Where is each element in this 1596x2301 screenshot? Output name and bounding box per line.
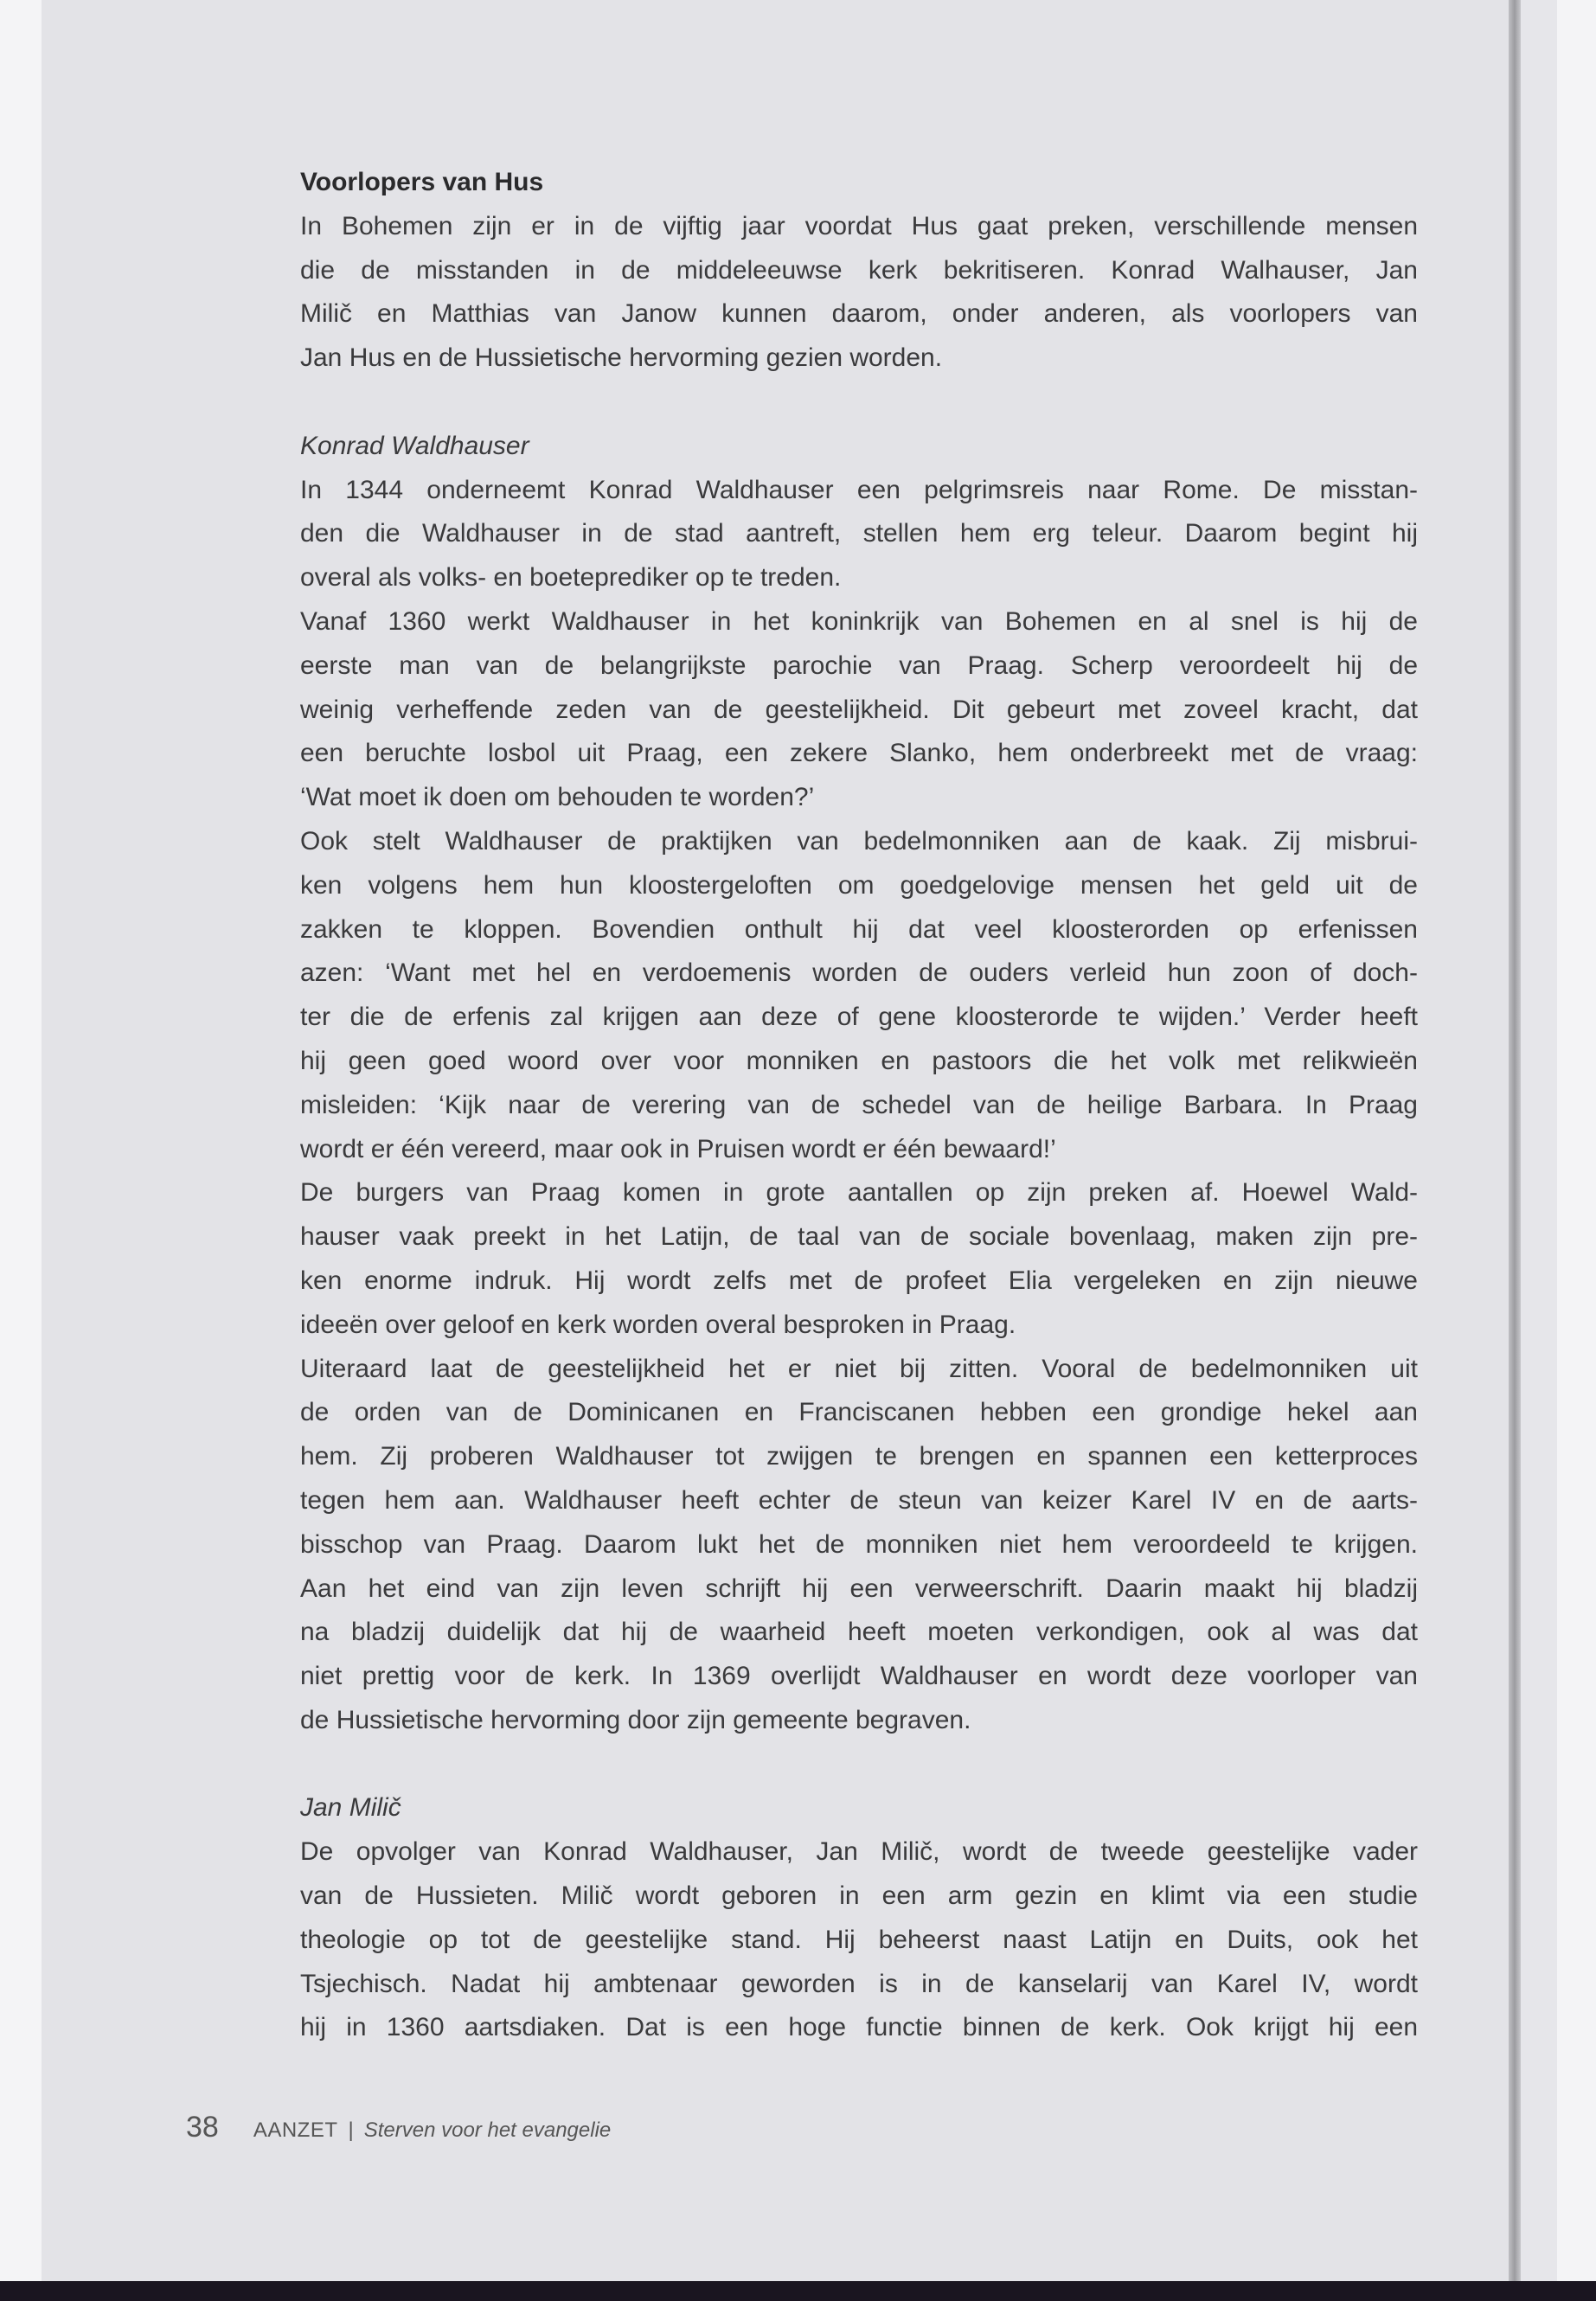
paragraph	[300, 820, 1418, 1171]
scanner-bed	[0, 2281, 1596, 2301]
text-line: In Bohemen zijn er in de vijftig jaar voordat Hus gaat preken, verschillende mensen	[300, 211, 1418, 240]
paragraph	[300, 600, 1418, 820]
paragraph	[300, 205, 1418, 381]
paragraph	[300, 1348, 1418, 1743]
paragraph	[300, 1830, 1418, 2050]
text-line: den die Waldhauser in de stad aantreft, stellen hem erg teleur. Daarom begint hij	[300, 519, 1418, 548]
text-line: hij in 1360 aartsdiaken. Dat is een hoge functie binnen de kerk. Ook krijgt hij een	[300, 2013, 1418, 2042]
page-number: 38	[186, 2111, 219, 2144]
series-name: AANZET	[253, 2118, 338, 2142]
text-line: Ook stelt Waldhauser de praktijken van bedelmonniken aan de kaak. Zij misbrui-	[300, 826, 1418, 856]
text-line: In 1344 onderneemt Konrad Waldhauser een pelgrimsreis naar Rome. De misstan-	[300, 475, 1418, 504]
text-line: ideeën over geloof en kerk worden overal besproken in Praag.	[300, 1310, 1016, 1339]
text-line: ken enorme indruk. Hij wordt zelfs met de profeet Elia vergeleken en zijn nieuwe	[300, 1266, 1418, 1295]
page-edge	[1521, 0, 1557, 2301]
text-line: Jan Milič	[300, 1793, 401, 1823]
text-line: Tsjechisch. Nadat hij ambtenaar geworden is in de kanselarij van Karel IV, wordt	[300, 1969, 1418, 1998]
text-line: Vanaf 1360 werkt Waldhauser in het koninkrijk van Bohemen en al snel is hij de	[300, 606, 1418, 636]
text-line: ken volgens hem hun kloostergeloften om goedgelovige mensen het geld uit de	[300, 870, 1418, 900]
book-spine	[1509, 0, 1521, 2301]
text-line: hem. Zij proberen Waldhauser tot zwijgen te brengen en spannen een ketterproces	[300, 1442, 1418, 1471]
text-line: tegen hem aan. Waldhauser heeft echter de steun van keizer Karel IV en de aarts-	[300, 1485, 1418, 1515]
text-line: Uiteraard laat de geestelijkheid het er niet bij zitten. Vooral de bedelmonniken uit	[300, 1354, 1418, 1383]
text-line: azen: ‘Want met hel en verdoemenis worden de ouders verleid hun zoon of doch-	[300, 958, 1418, 988]
text-line: misleiden: ‘Kijk naar de verering van de schedel van de heilige Barbara. In Praag	[300, 1090, 1418, 1119]
paragraph	[300, 1171, 1418, 1347]
text-line: weinig verheffende zeden van de geestelijkheid. Dit gebeurt met zoveel kracht, dat	[300, 695, 1418, 724]
text-line: hauser vaak preekt in het Latijn, de taal van de sociale bovenlaag, maken zijn pre-	[300, 1222, 1418, 1252]
page-footer	[186, 2111, 611, 2144]
text-line: zakken te kloppen. Bovendien onthult hij dat veel kloosterorden op erfenissen	[300, 914, 1418, 944]
text-line: De opvolger van Konrad Waldhauser, Jan Milič, wordt de tweede geestelijke vader	[300, 1837, 1418, 1867]
text-line: ‘Wat moet ik doen om behouden te worden?’	[300, 783, 815, 812]
text-line: niet prettig voor de kerk. In 1369 overlijdt Waldhauser en wordt deze voorloper van	[300, 1662, 1418, 1691]
text-line: Voorlopers van Hus	[300, 168, 544, 196]
subsection-heading	[300, 1786, 1418, 1830]
subsection-heading	[300, 425, 1418, 469]
text-line: hij geen goed woord over voor monniken en pastoors die het volk met relikwieën	[300, 1046, 1418, 1075]
text-line: theologie op tot de geestelijke stand. Hij beheerst naast Latijn en Duits, ook het	[300, 1925, 1418, 1954]
text-line: die de misstanden in de middeleeuwse kerk bekritiseren. Konrad Walhauser, Jan	[300, 255, 1418, 285]
text-line: bisschop van Praag. Daarom lukt het de monniken niet hem veroordeeld te krijgen.	[300, 1529, 1418, 1559]
text-line: ter die de erfenis zal krijgen aan deze of gene kloosterorde te wijden.’ Verder heeft	[300, 1003, 1418, 1032]
text-line: de Hussietische hervorming door zijn gemeente begraven.	[300, 1705, 971, 1734]
text-line: De burgers van Praag komen in grote aantallen op zijn preken af. Hoewel Wald-	[300, 1178, 1418, 1208]
body-text	[300, 161, 1418, 2050]
text-line: een beruchte losbol uit Praag, een zekere Slanko, hem onderbreekt met de vraag:	[300, 739, 1418, 768]
text-line: wordt er één vereerd, maar ook in Pruisen wordt er één bewaard!’	[300, 1134, 1056, 1163]
blank-line	[300, 1743, 1418, 1787]
text-line: na bladzij duidelijk dat hij de waarheid heeft moeten verkondigen, ook al was dat	[300, 1618, 1418, 1647]
text-line: de orden van de Dominicanen en Franciscanen hebben een grondige hekel aan	[300, 1398, 1418, 1427]
text-line: eerste man van de belangrijkste parochie van Praag. Scherp veroordeelt hij de	[300, 651, 1418, 680]
text-line: van de Hussieten. Milič wordt geboren in een arm gezin en klimt via een studie	[300, 1881, 1418, 1911]
text-line: Milič en Matthias van Janow kunnen daarom, onder anderen, als voorlopers van	[300, 299, 1418, 329]
text-line: Jan Hus en de Hussietische hervorming gezien worden.	[300, 343, 943, 373]
section-heading	[300, 161, 1418, 205]
footer-separator: |	[348, 2118, 354, 2142]
book-title: Sterven voor het evangelie	[363, 2118, 612, 2142]
text-line: Konrad Waldhauser	[300, 431, 529, 460]
text-line: Aan het eind van zijn leven schrijft hij een verweerschrift. Daarin maakt hij bladzij	[300, 1574, 1418, 1603]
blank-line	[300, 381, 1418, 425]
paragraph	[300, 469, 1418, 600]
text-line: overal als volks- en boeteprediker op te treden.	[300, 563, 842, 593]
